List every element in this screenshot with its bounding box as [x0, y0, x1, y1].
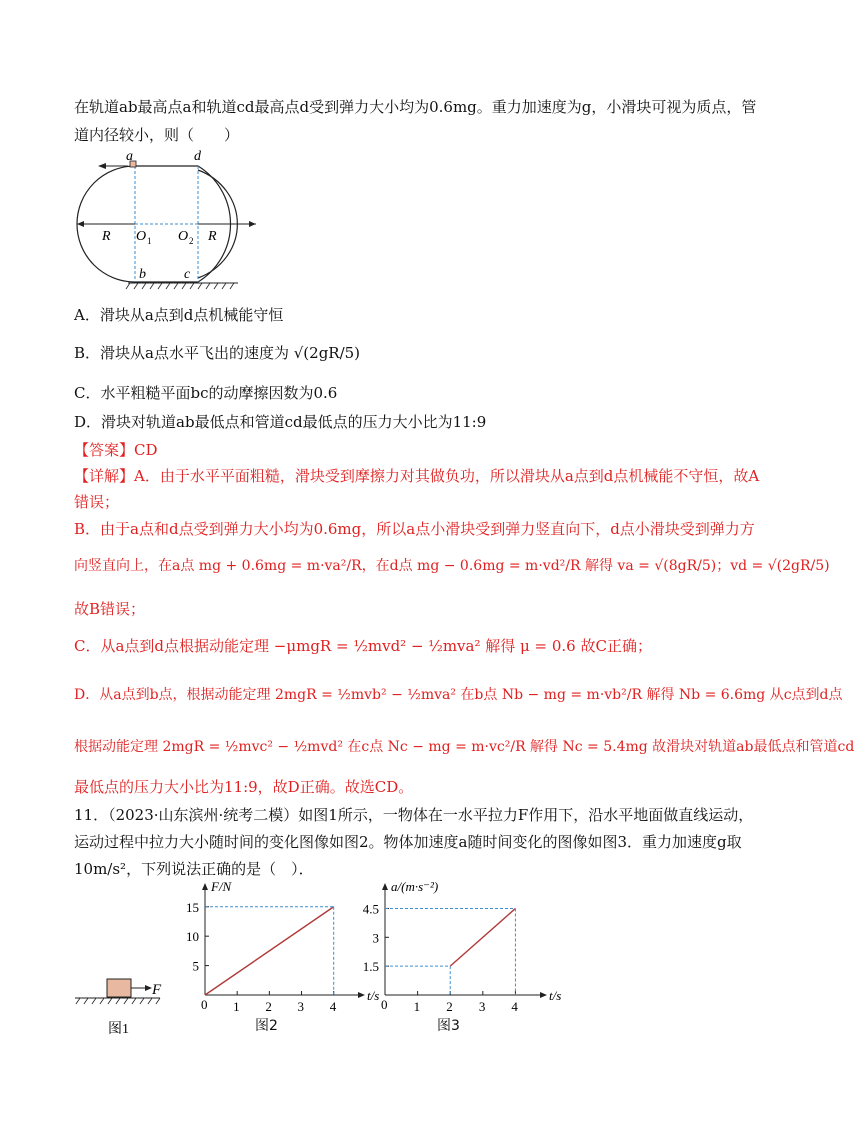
option-c: C．水平粗糙平面bc的动摩擦因数为0.6	[74, 384, 338, 402]
label-r-right: R	[208, 229, 217, 244]
x-tick-label: 1	[233, 999, 240, 1014]
label-d: d	[194, 149, 201, 164]
x-tick-label: 4	[511, 999, 518, 1014]
explain-line-5: 故B错误；	[74, 600, 146, 618]
explain-line-6: C．从a点到d点根据动能定理 −μmgR = ½mvd² − ½mva² 解得 μ = 0.6 故C正确；	[74, 637, 652, 655]
x-axis-arrow	[540, 992, 547, 998]
q11-stem-line1: 11．（2023·山东滨州·统考二模）如图1所示，一物体在一水平拉力F作用下，沿水平地面做直线运动，	[74, 806, 754, 824]
y-axis-arrow	[382, 883, 388, 890]
y-tick-label: 1.5	[362, 959, 379, 975]
data-line	[450, 908, 515, 966]
q10-stem-line1: 在轨道ab最高点a和轨道cd最高点d受到弹力大小均为0.6mg。重力加速度为g，小滑块可视为质点，管	[74, 98, 757, 116]
fig1-caption: 图1	[108, 1022, 129, 1037]
fig1-force-label: F	[152, 982, 162, 998]
option-b: B．滑块从a点水平飞出的速度为 √(2gR/5)	[74, 344, 361, 362]
fig2-caption: 图2	[255, 1018, 278, 1034]
option-d: D．滑块对轨道ab最低点和管道cd最低点的压力大小比为11:9	[74, 413, 487, 431]
q10-stem-line2: 道内径较小，则（ ）	[74, 126, 240, 144]
origin-label: 0	[201, 997, 208, 1012]
y-tick-label: 3	[372, 930, 379, 946]
x-tick-label: 3	[478, 999, 486, 1014]
label-a: a	[126, 149, 133, 164]
explain-line-2: 错误；	[74, 493, 120, 511]
origin-label: 0	[381, 997, 388, 1012]
explain-line-3: B．由于a点和d点受到弹力大小均为0.6mg，所以a点小滑块受到弹力竖直向下，d点小滑块受到弹力方	[74, 520, 755, 538]
y-tick-label: 4.5	[362, 901, 379, 917]
option-a: A．滑块从a点到d点机械能守恒	[74, 306, 284, 324]
x-axis-label: t/s	[549, 988, 562, 1003]
label-r-left: R	[102, 229, 111, 244]
y-axis-label: a/(m·s⁻²)	[391, 879, 439, 894]
data-line	[205, 907, 334, 995]
y-tick-label: 5	[192, 958, 199, 974]
fig3-caption: 图3	[437, 1018, 460, 1034]
figure-3-chart	[355, 880, 565, 1050]
explain-line-9: 最低点的压力大小比为11:9，故D正确。故选CD。	[74, 778, 414, 796]
x-tick-label: 1	[413, 999, 421, 1014]
label-o2: O	[178, 229, 189, 244]
x-axis-label: t/s	[367, 988, 380, 1003]
q11-stem-line3: 10m/s²，下列说法正确的是（ ）．	[74, 860, 314, 878]
x-tick-label: 4	[329, 999, 337, 1014]
label-o1: O	[136, 229, 147, 244]
q11-stem-line2: 运动过程中拉力大小随时间的变化图像如图2。物体加速度a随时间变化的图像如图3．重力加速度g取	[74, 833, 742, 851]
y-tick-label: 10	[186, 929, 199, 945]
label-c: c	[184, 267, 191, 282]
y-axis-label: F/N	[211, 879, 232, 894]
explain-line-4: 向竖直向上，在a点 mg + 0.6mg = m·va²/R，在d点 mg − 0.6mg = m·vd²/R 解得 va = √(8gR/5)；vd = √(2gR/5)	[74, 558, 830, 574]
track-figure	[68, 146, 308, 296]
label-b: b	[139, 267, 146, 282]
x-tick-label: 2	[446, 999, 453, 1014]
explain-line-1: 【详解】A．由于水平平面粗糙，滑块受到摩擦力对其做负功，所以滑块从a点到d点机械能不守恒，故A	[74, 467, 760, 485]
explain-line-8: 根据动能定理 2mgR = ½mvc² − ½mvd² 在c点 Nc − mg = m·vc²/R 解得 Nc = 5.4mg 故滑块对轨道ab最低点和管道cd	[74, 739, 854, 755]
label-o2-sub: 2	[189, 236, 194, 246]
explain-line-7: D．从a点到b点，根据动能定理 2mgR = ½mvb² − ½mva² 在b点 Nb − mg = m·vb²/R 解得 Nb = 6.6mg 从c点到d点	[74, 687, 843, 703]
figure-1	[70, 970, 180, 1040]
label-o1-sub: 1	[147, 236, 152, 246]
y-axis-arrow	[202, 883, 208, 890]
x-tick-label: 3	[297, 999, 305, 1014]
answer: 【答案】CD	[74, 441, 158, 459]
y-tick-label: 15	[186, 899, 199, 915]
x-tick-label: 2	[265, 999, 272, 1014]
